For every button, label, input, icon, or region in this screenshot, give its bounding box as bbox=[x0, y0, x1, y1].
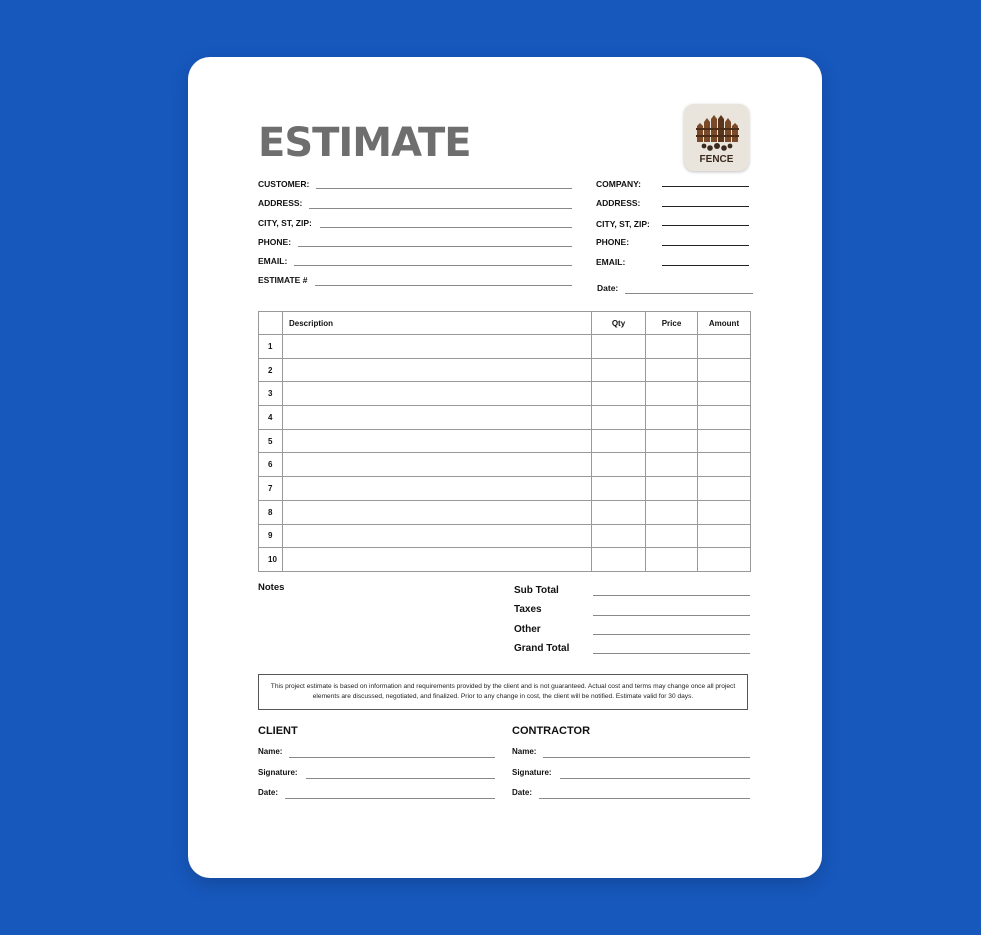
table-header-row bbox=[259, 312, 751, 335]
city-st-zip-label: CITY, ST, ZIP: bbox=[258, 218, 312, 228]
price-cell[interactable] bbox=[646, 453, 698, 477]
price-cell[interactable] bbox=[646, 382, 698, 406]
client-name-field[interactable] bbox=[289, 757, 495, 758]
client-date-field[interactable] bbox=[285, 798, 495, 799]
page-title: ESTIMATE bbox=[258, 120, 471, 166]
client-heading: CLIENT bbox=[258, 725, 298, 737]
description-cell[interactable] bbox=[283, 524, 592, 548]
estimate-number-field[interactable] bbox=[315, 285, 572, 286]
table-row bbox=[259, 524, 751, 548]
logo-text: FENCE bbox=[699, 154, 734, 165]
contractor-name-field[interactable] bbox=[543, 757, 750, 758]
table-row bbox=[259, 477, 751, 501]
city-st-zip-field[interactable] bbox=[320, 227, 572, 228]
phone-label: PHONE: bbox=[258, 237, 292, 247]
taxes-label: Taxes bbox=[514, 604, 542, 615]
contractor-date-label: Date: bbox=[512, 788, 533, 797]
notes-label: Notes bbox=[258, 582, 285, 593]
contractor-heading: CONTRACTOR bbox=[512, 725, 591, 737]
qty-cell[interactable] bbox=[592, 406, 646, 430]
subtotal-field[interactable] bbox=[593, 595, 750, 596]
subtotal-label: Sub Total bbox=[514, 585, 559, 596]
amount-cell[interactable] bbox=[698, 477, 751, 501]
company-address-label: ADDRESS: bbox=[596, 198, 641, 208]
contractor-signature-label: Signature: bbox=[512, 768, 552, 777]
address-field[interactable] bbox=[309, 208, 572, 209]
contractor-date-field[interactable] bbox=[539, 798, 750, 799]
price-cell[interactable] bbox=[646, 524, 698, 548]
amount-cell[interactable] bbox=[698, 335, 751, 359]
col-header-number bbox=[259, 312, 283, 335]
description-cell[interactable] bbox=[283, 335, 592, 359]
address-label: ADDRESS: bbox=[258, 198, 303, 208]
fence-icon bbox=[684, 104, 749, 154]
qty-cell[interactable] bbox=[592, 548, 646, 572]
email-label: EMAIL: bbox=[258, 256, 288, 266]
qty-cell[interactable] bbox=[592, 453, 646, 477]
company-phone-field[interactable] bbox=[662, 245, 749, 246]
company-field[interactable] bbox=[662, 186, 749, 187]
description-cell[interactable] bbox=[283, 406, 592, 430]
taxes-field[interactable] bbox=[593, 615, 750, 616]
price-cell[interactable] bbox=[646, 477, 698, 501]
table-row bbox=[259, 335, 751, 359]
company-email-label: EMAIL: bbox=[596, 257, 626, 267]
table-row bbox=[259, 429, 751, 453]
price-cell[interactable] bbox=[646, 429, 698, 453]
description-cell[interactable] bbox=[283, 548, 592, 572]
col-header-qty: Qty bbox=[592, 312, 646, 335]
description-cell[interactable] bbox=[283, 453, 592, 477]
description-cell[interactable] bbox=[283, 429, 592, 453]
email-field[interactable] bbox=[294, 265, 572, 266]
row-number: 1 bbox=[259, 335, 283, 359]
customer-label: CUSTOMER: bbox=[258, 179, 310, 189]
price-cell[interactable] bbox=[646, 358, 698, 382]
row-number: 4 bbox=[259, 406, 283, 430]
amount-cell[interactable] bbox=[698, 429, 751, 453]
amount-cell[interactable] bbox=[698, 500, 751, 524]
row-number: 8 bbox=[259, 500, 283, 524]
grand-total-label: Grand Total bbox=[514, 643, 570, 654]
qty-cell[interactable] bbox=[592, 382, 646, 406]
row-number: 10 bbox=[259, 548, 283, 572]
table-row bbox=[259, 453, 751, 477]
contractor-name-label: Name: bbox=[512, 747, 537, 756]
qty-cell[interactable] bbox=[592, 524, 646, 548]
other-label: Other bbox=[514, 624, 541, 635]
description-cell[interactable] bbox=[283, 358, 592, 382]
date-field[interactable] bbox=[625, 293, 753, 294]
client-signature-label: Signature: bbox=[258, 768, 298, 777]
company-email-field[interactable] bbox=[662, 265, 749, 266]
phone-field[interactable] bbox=[298, 246, 572, 247]
col-header-price: Price bbox=[646, 312, 698, 335]
table-row bbox=[259, 548, 751, 572]
company-city-field[interactable] bbox=[662, 225, 749, 226]
row-number: 6 bbox=[259, 453, 283, 477]
other-field[interactable] bbox=[593, 634, 750, 635]
qty-cell[interactable] bbox=[592, 500, 646, 524]
fence-logo bbox=[684, 104, 749, 171]
estimate-number-label: ESTIMATE # bbox=[258, 275, 308, 285]
description-cell[interactable] bbox=[283, 500, 592, 524]
grand-total-field[interactable] bbox=[593, 653, 750, 654]
qty-cell[interactable] bbox=[592, 358, 646, 382]
amount-cell[interactable] bbox=[698, 453, 751, 477]
amount-cell[interactable] bbox=[698, 358, 751, 382]
price-cell[interactable] bbox=[646, 500, 698, 524]
company-address-field[interactable] bbox=[662, 206, 749, 207]
row-number: 5 bbox=[259, 429, 283, 453]
qty-cell[interactable] bbox=[592, 477, 646, 501]
table-row bbox=[259, 406, 751, 430]
date-label: Date: bbox=[597, 283, 619, 293]
qty-cell[interactable] bbox=[592, 429, 646, 453]
row-number: 7 bbox=[259, 477, 283, 501]
company-city-label: CITY, ST, ZIP: bbox=[596, 219, 650, 229]
amount-cell[interactable] bbox=[698, 548, 751, 572]
customer-field[interactable] bbox=[316, 188, 572, 189]
qty-cell[interactable] bbox=[592, 335, 646, 359]
contractor-signature-field[interactable] bbox=[560, 778, 750, 779]
row-number: 9 bbox=[259, 524, 283, 548]
amount-cell[interactable] bbox=[698, 382, 751, 406]
table-row bbox=[259, 382, 751, 406]
table-row bbox=[259, 358, 751, 382]
price-cell[interactable] bbox=[646, 406, 698, 430]
table-row bbox=[259, 500, 751, 524]
description-cell[interactable] bbox=[283, 382, 592, 406]
col-header-description: Description bbox=[283, 312, 592, 335]
client-date-label: Date: bbox=[258, 788, 279, 797]
description-cell[interactable] bbox=[283, 477, 592, 501]
amount-cell[interactable] bbox=[698, 524, 751, 548]
col-header-amount: Amount bbox=[698, 312, 751, 335]
price-cell[interactable] bbox=[646, 335, 698, 359]
company-label: COMPANY: bbox=[596, 179, 642, 189]
items-table bbox=[258, 311, 751, 572]
amount-cell[interactable] bbox=[698, 406, 751, 430]
row-number: 2 bbox=[259, 358, 283, 382]
row-number: 3 bbox=[259, 382, 283, 406]
disclaimer-box: This project estimate is based on information and requirements provided by the client and is not guaranteed. Actual cost and terms may change once all project elements are discussed, negotiated, and finalized. Prior to any change in cost, the client will be notified. Estimate valid for 30 days. bbox=[258, 674, 748, 710]
client-name-label: Name: bbox=[258, 747, 283, 756]
price-cell[interactable] bbox=[646, 548, 698, 572]
company-phone-label: PHONE: bbox=[596, 237, 630, 247]
client-signature-field[interactable] bbox=[306, 778, 495, 779]
